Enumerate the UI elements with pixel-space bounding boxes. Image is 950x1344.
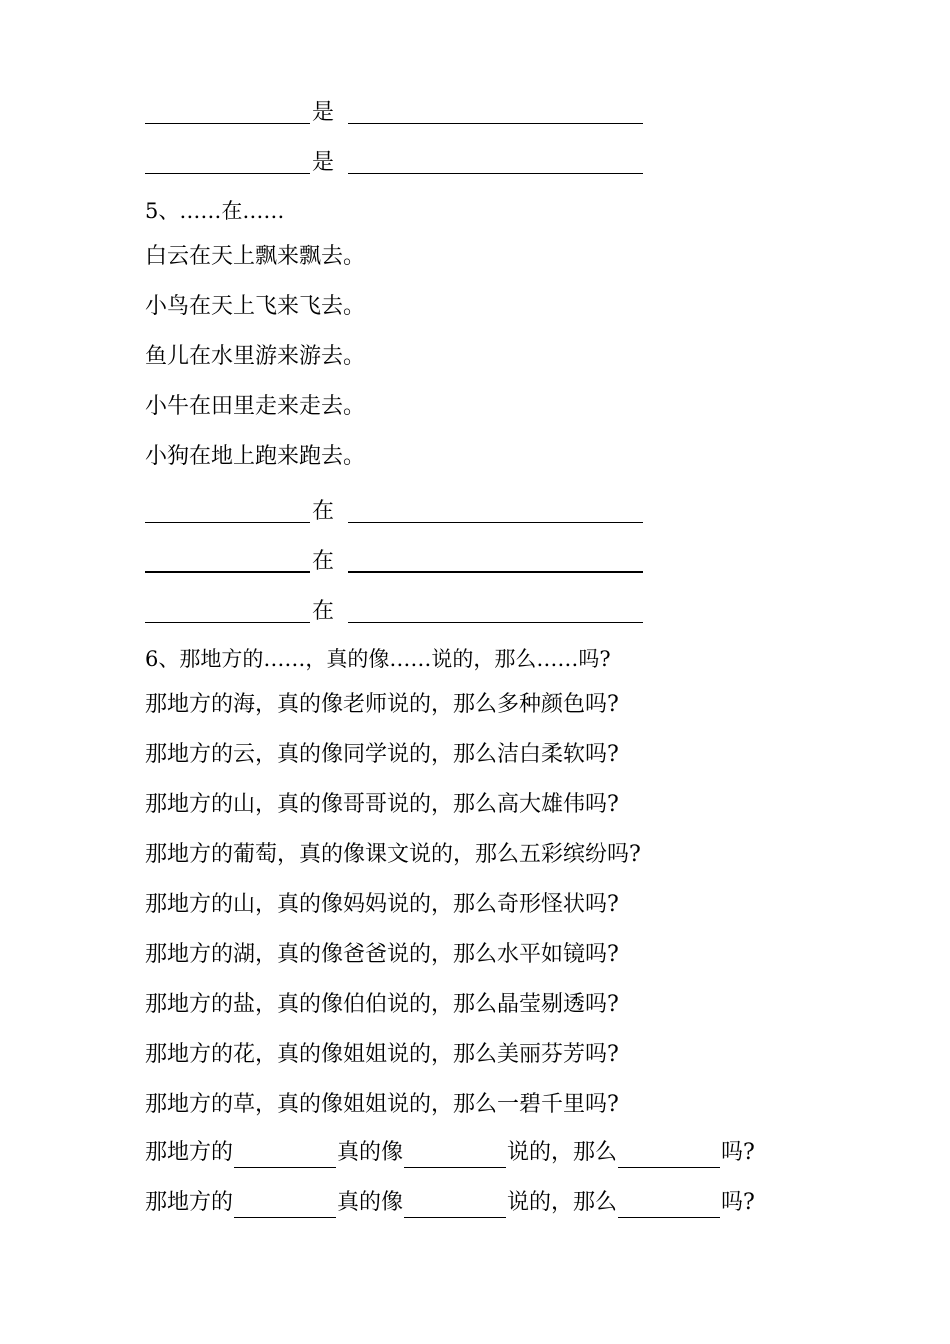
blank-description[interactable] [618,1191,720,1218]
template-text: 吗? [721,1190,755,1215]
example-sentence: 小狗在地上跑来跑去。 [145,444,366,469]
blank-predicate[interactable] [348,123,643,124]
example-sentence: 那地方的海，真的像老师说的，那么多种颜色吗? [145,692,619,717]
section-5-heading: 5、……在…… [145,199,285,223]
connector-word: 在 [312,499,335,524]
fill-row-shi-2 [145,146,645,178]
blank-subject[interactable] [145,622,310,623]
template-row-2 [145,1188,755,1218]
connector-word: 是 [312,150,335,175]
connector-word: 是 [312,100,335,125]
blank-predicate[interactable] [348,522,643,523]
fill-row-zai-2 [145,545,645,577]
blank-subject[interactable] [145,173,310,174]
fill-row-zai-3 [145,595,645,627]
example-sentence: 小鸟在天上飞来飞去。 [145,294,366,319]
template-text: 说的，那么 [507,1140,618,1165]
section-6-heading: 6、那地方的……，真的像……说的，那么……吗? [145,647,611,671]
example-sentence: 白云在天上飘来飘去。 [145,244,366,269]
template-text: 说的，那么 [507,1190,618,1215]
blank-subject[interactable] [145,571,310,573]
blank-predicate[interactable] [348,622,643,623]
example-sentence: 那地方的山，真的像妈妈说的，那么奇形怪状吗? [145,892,619,917]
example-sentence: 那地方的草，真的像姐姐说的，那么一碧千里吗? [145,1092,619,1117]
example-sentence: 那地方的山，真的像哥哥说的，那么高大雄伟吗? [145,792,619,817]
example-sentence: 那地方的花，真的像姐姐说的，那么美丽芬芳吗? [145,1042,619,1067]
blank-predicate[interactable] [348,173,643,174]
template-row-1 [145,1138,755,1168]
template-text: 真的像 [337,1190,404,1215]
example-sentence: 小牛在田里走来走去。 [145,394,366,419]
connector-word: 在 [312,549,335,574]
example-sentence: 那地方的盐，真的像伯伯说的，那么晶莹剔透吗? [145,992,619,1017]
blank-predicate[interactable] [348,571,643,573]
blank-subject[interactable] [145,123,310,124]
blank-place[interactable] [234,1191,336,1218]
example-sentence: 那地方的云，真的像同学说的，那么洁白柔软吗? [145,742,619,767]
template-text: 那地方的 [145,1140,234,1165]
blank-subject[interactable] [145,522,310,523]
blank-place[interactable] [234,1141,336,1168]
blank-person[interactable] [404,1191,506,1218]
blank-description[interactable] [618,1141,720,1168]
fill-row-zai-1 [145,495,645,527]
example-sentence: 那地方的葡萄，真的像课文说的，那么五彩缤纷吗? [145,842,641,867]
template-text: 那地方的 [145,1190,234,1215]
template-text: 真的像 [337,1140,404,1165]
fill-row-shi-1 [145,96,645,128]
example-sentence: 那地方的湖，真的像爸爸说的，那么水平如镜吗? [145,942,619,967]
connector-word: 在 [312,599,335,624]
template-text: 吗? [721,1140,755,1165]
blank-person[interactable] [404,1141,506,1168]
example-sentence: 鱼儿在水里游来游去。 [145,344,366,369]
